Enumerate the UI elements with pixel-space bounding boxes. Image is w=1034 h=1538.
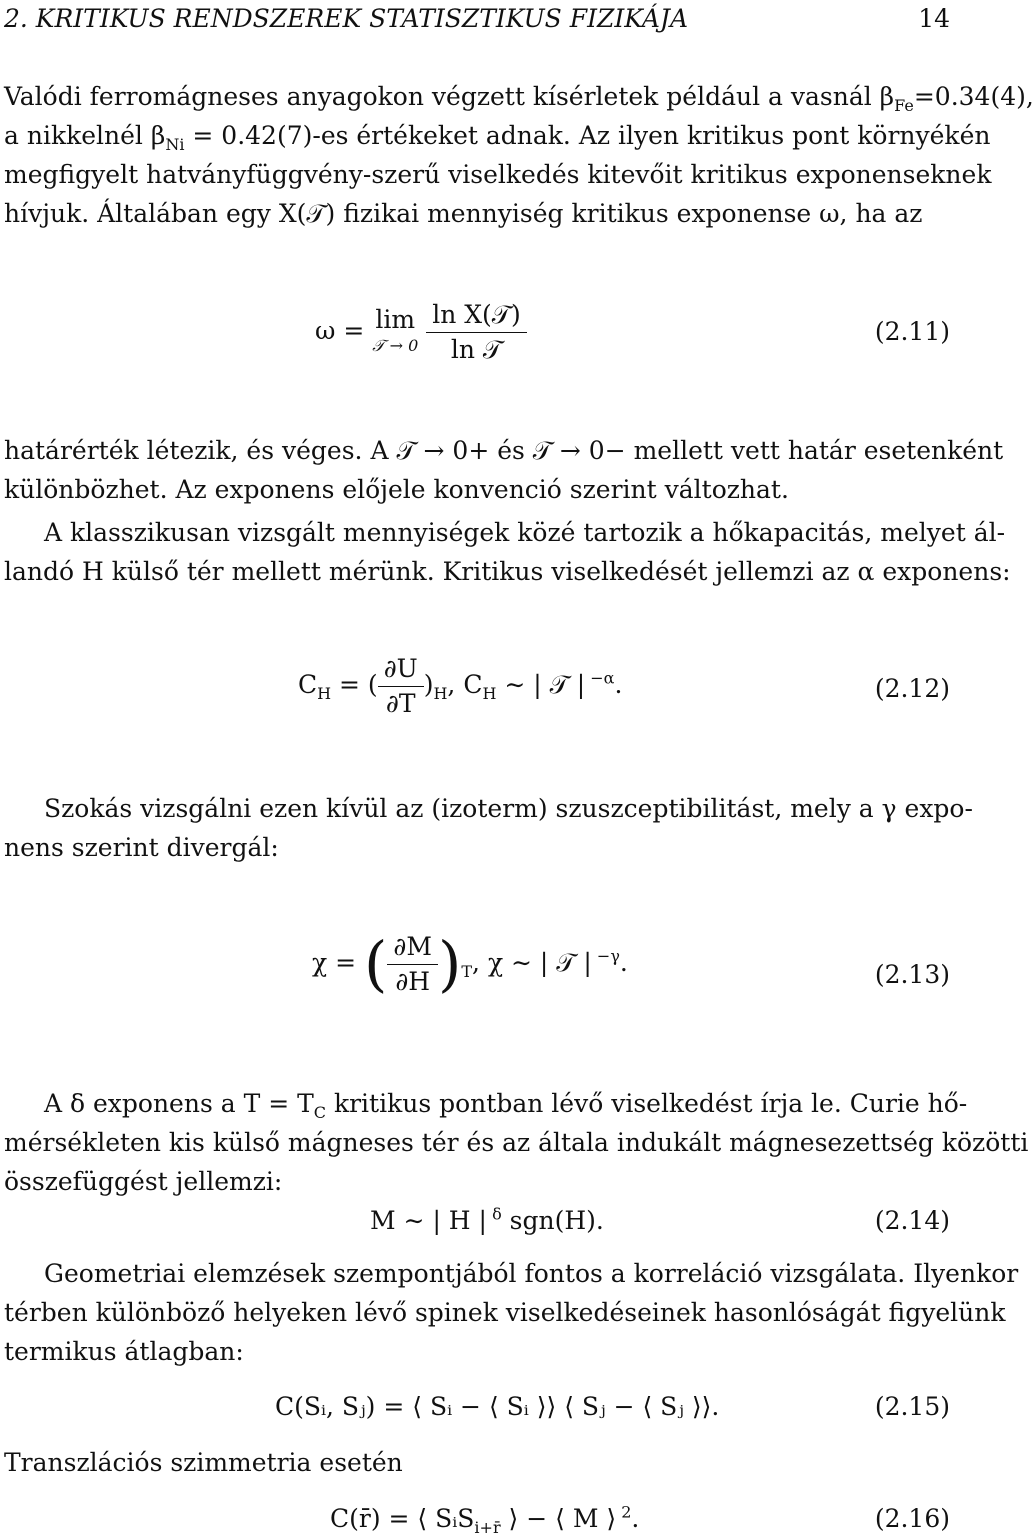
p6-line1: Geometriai elemzések szempontjából fontos a korreláció vizsgálata. Ilyenkor xyxy=(44,1259,1019,1288)
p6-line3: termikus átlagban: xyxy=(4,1337,244,1366)
p4-line2: nens szerint divergál: xyxy=(4,833,279,862)
equation-number-2-15: (2.15) xyxy=(874,1392,950,1421)
equation-2-16: C(r̄) = ⟨ SᵢS$_{i+r̄}$ ⟩ − ⟨ M ⟩ $^2$. xyxy=(330,1502,640,1537)
equation-2-15: C(Sᵢ, Sⱼ) = ⟨ Sᵢ − ⟨ Sᵢ ⟩⟩ ⟨ Sⱼ − ⟨ Sⱼ ⟩⟩. xyxy=(275,1392,720,1421)
chapter-header: 2. KRITIKUS RENDSZEREK STATISZTIKUS FIZIKÁJA xyxy=(4,4,688,33)
p4-line1: Szokás vizsgálni ezen kívül az (izoterm) szuszceptibilitást, mely a γ expo- xyxy=(44,794,973,823)
p1-line2: a nikkelnél $\beta_{Ni} = 0.42(7)-es$ értékeket adnak. Az ilyen kritikus pont környékén xyxy=(4,121,991,154)
page-number: 14 xyxy=(918,4,950,33)
p3-line1: A klasszikusan vizsgált mennyiségek közé tartozik a hőkapacitás, melyet ál- xyxy=(44,518,1006,547)
p3-line2: landó H külső tér mellett mérünk. Kritikus viselkedését jellemzi az α exponens: xyxy=(4,557,1011,586)
equation-2-14: M ∼ | H | $^\delta$ sgn(H). xyxy=(370,1204,604,1235)
equation-number-2-12: (2.12) xyxy=(874,674,950,703)
equation-number-2-11: (2.11) xyxy=(874,317,950,346)
p5-line3: összefüggést jellemzi: xyxy=(4,1167,283,1196)
p5-line2: mérsékleten kis külső mágneses tér és az általa indukált mágnesezettség közötti xyxy=(4,1128,1029,1157)
equation-2-13: χ = ( $\frac{\partial M}{\partial H}$ )$_T$, χ ∼ | 𝒯 | $^{-\gamma}$. xyxy=(312,929,628,1000)
p7-line1: Transzlációs szimmetria esetén xyxy=(4,1448,403,1477)
p1-line3: megfigyelt hatványfüggvény-szerű viselkedés kitevőit kritikus exponenseknek xyxy=(4,160,992,189)
equation-number-2-16: (2.16) xyxy=(874,1504,950,1533)
p1-line1: Valódi ferromágneses anyagokon végzett kísérletek például a vasnál $\beta_{Fe}=0.34(4)$, xyxy=(4,82,1034,115)
p5-line1: A δ exponens a $T = T_C$ kritikus pontban lévő viselkedést írja le. Curie hő- xyxy=(44,1089,968,1122)
equation-number-2-14: (2.14) xyxy=(874,1206,950,1235)
p2-line1: határérték létezik, és véges. A 𝒯 → 0+ és 𝒯 → 0− mellett vett határ esetenként xyxy=(4,436,1004,465)
p2-line2: különbözhet. Az exponens előjele konvenció szerint változhat. xyxy=(4,475,789,504)
equation-2-12: $C_H$ = ( $\frac{\partial U}{\partial T}$ )$_H$, $C_H$ ∼ | 𝒯 | $^{-\alpha}$. xyxy=(298,654,623,718)
equation-2-11: ω = lim 𝒯 → 0 $\frac{\text{ln X(𝒯)}}{\text{ln 𝒯}}$ xyxy=(315,298,527,367)
p1-line4: hívjuk. Általában egy X(𝒯) fizikai mennyiség kritikus exponense ω, ha az xyxy=(4,199,923,228)
p6-line2: térben különböző helyeken lévő spinek viselkedéseinek hasonlóságát figyelünk xyxy=(4,1298,1006,1327)
equation-number-2-13: (2.13) xyxy=(874,960,950,989)
